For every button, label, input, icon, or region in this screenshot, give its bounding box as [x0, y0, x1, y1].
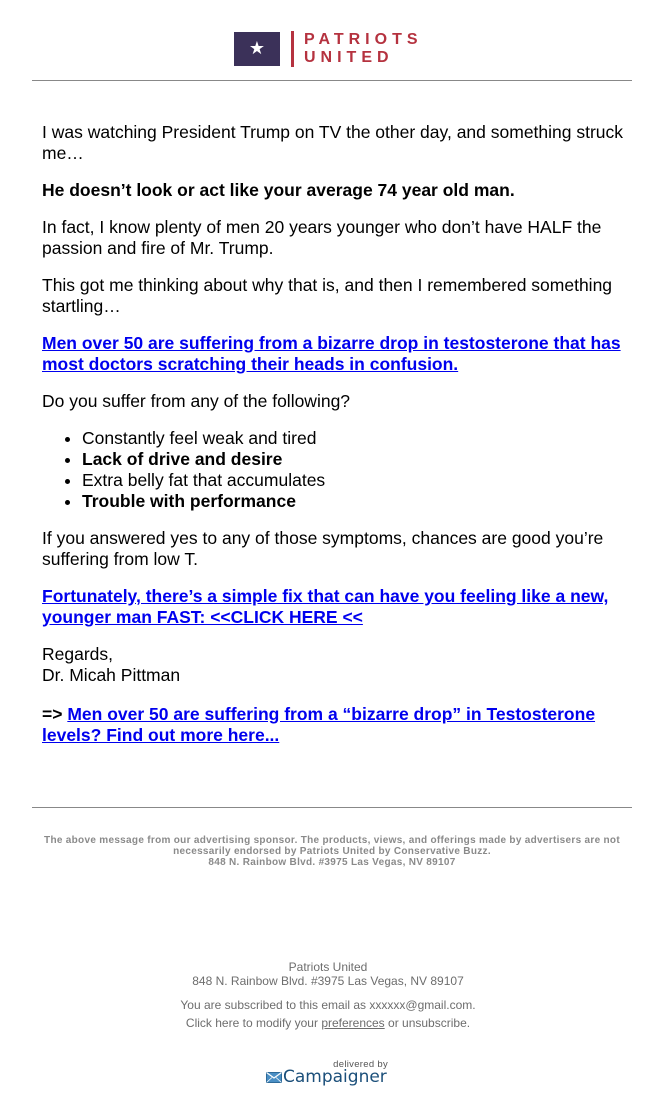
email-header	[32, 0, 632, 81]
campaigner-badge[interactable]	[266, 1059, 390, 1087]
delivered-by-text: delivered by	[333, 1059, 388, 1070]
find-out-more-link[interactable]: Men over 50 are suffering from a “bizarre drop” in Testosterone levels? Find out more here...	[42, 704, 596, 745]
logo-wordmark	[304, 31, 423, 67]
paragraph-intro: I was watching President Trump on TV the other day, and something struck me…	[42, 122, 624, 163]
sponsor-disclaimer	[32, 835, 632, 868]
regards-text: Regards,	[42, 644, 114, 664]
preferences-link[interactable]: preferences	[321, 1016, 385, 1030]
campaigner-name: Campaigner	[283, 1067, 387, 1087]
modify-suffix: or unsubscribe.	[388, 1016, 471, 1030]
paragraph-link-2	[42, 586, 624, 628]
modify-prefix: Click here to modify your	[185, 1016, 318, 1030]
paragraph-link-1	[42, 333, 624, 375]
paragraph-comparison: In fact, I know plenty of men 20 years younger who don’t have HALF the passion and fire of Mr. Trump.	[42, 217, 602, 258]
paragraph-link-3	[42, 704, 624, 746]
list-item: • Lack of drive and desire	[82, 449, 624, 470]
list-item: • Constantly feel weak and tired	[82, 428, 624, 449]
logo-line-2: UNITED	[304, 49, 394, 66]
footer-spacer	[0, 988, 656, 998]
footer-address: 848 N. Rainbow Blvd. #3975 Las Vegas, NV 89107	[192, 974, 464, 988]
list-item: • Trouble with performance	[82, 491, 624, 512]
subscription-notice: You are subscribed to this email as xxxxxx@gmail.com.	[180, 998, 476, 1012]
testosterone-link[interactable]: Men over 50 are suffering from a bizarre drop in testosterone that has most doctors scratching their heads in confusion.	[42, 333, 621, 374]
star-icon: ★	[248, 38, 266, 59]
envelope-icon	[266, 1072, 283, 1084]
paragraph-answer: If you answered yes to any of those symptoms, chances are good you’re suffering from low T.	[42, 528, 604, 569]
email-body	[42, 122, 624, 762]
footer-divider	[32, 807, 632, 808]
logo-flag-box	[234, 32, 280, 66]
signoff	[42, 644, 624, 686]
click-here-link[interactable]: Fortunately, there’s a simple fix that can have you feeling like a new, younger man FAST: <<CLICK HERE <<	[42, 586, 609, 627]
modify-line	[0, 1016, 656, 1030]
arrow-marker: =>	[42, 704, 63, 724]
logo-divider	[291, 31, 294, 67]
disclaimer-address: 848 N. Rainbow Blvd. #3975 Las Vegas, NV 89107	[208, 857, 456, 868]
paragraph-thinking: This got me thinking about why that is, and then I remembered something startling…	[42, 275, 613, 316]
disclaimer-text: The above message from our advertising sponsor. The products, views, and offerings made by advertisers are not necessarily endorsed by Patriots United by Conservative Buzz.	[44, 835, 620, 857]
paragraph-question: Do you suffer from any of the following?	[42, 391, 351, 411]
signature-name: Dr. Micah Pittman	[42, 665, 181, 685]
symptoms-list	[42, 428, 624, 512]
email-footer	[0, 960, 656, 1030]
paragraph-bold-statement: He doesn’t look or act like your average 74 year old man.	[42, 180, 515, 200]
footer-org: Patriots United	[288, 960, 368, 974]
list-item: • Extra belly fat that accumulates	[82, 470, 624, 491]
logo-line-1: PATRIOTS	[304, 31, 423, 48]
